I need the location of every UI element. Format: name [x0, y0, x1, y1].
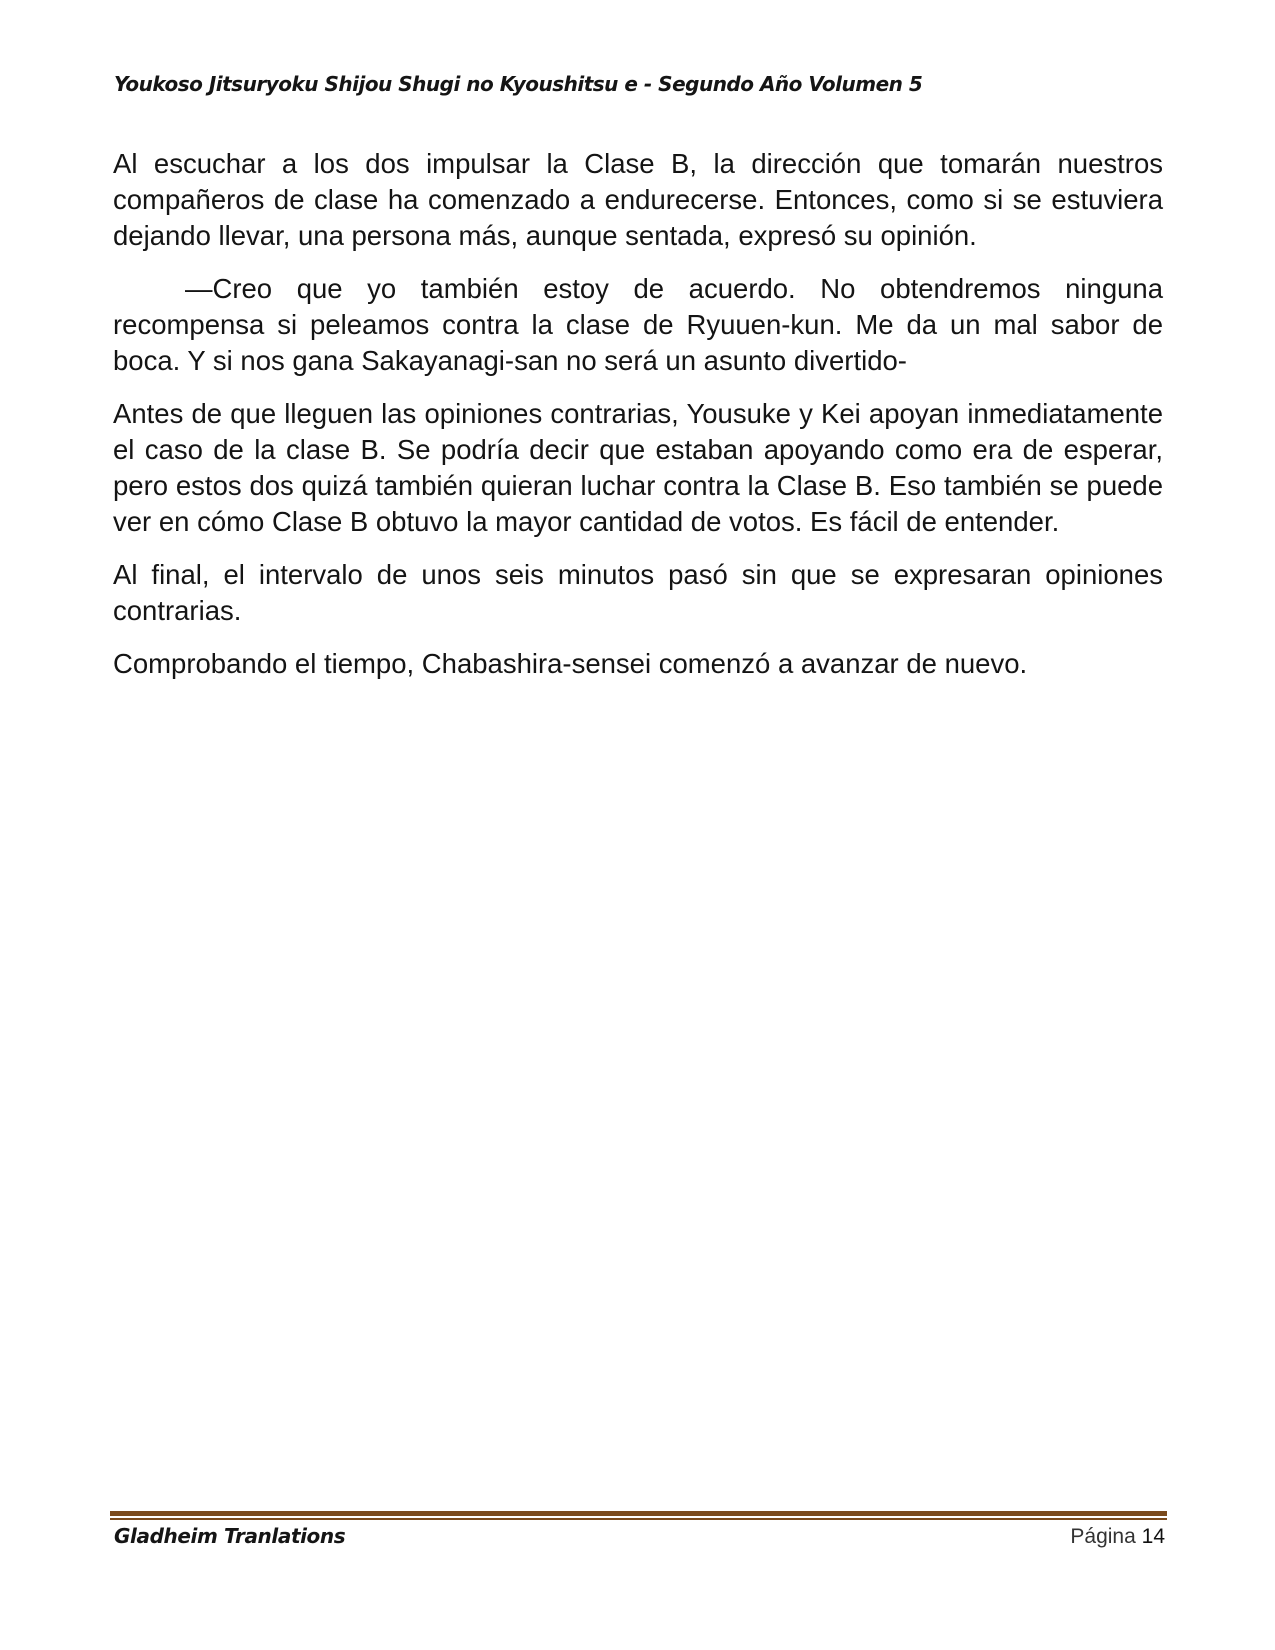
paragraph-2-dialogue: —Creo que yo también estoy de acuerdo. No obtendremos ninguna recompensa si peleamos contra la clase de Ryuuen-kun. Me da un mal sabor de boca. Y si nos gana Sakayanagi-san no será un asunto divertido-: [113, 273, 1163, 376]
body-text: [113, 146, 1163, 699]
paragraph-4: Al final, el intervalo de unos seis minutos pasó sin que se expresaran opiniones contrarias.: [113, 559, 1163, 626]
running-header-title: Youkoso Jitsuryoku Shijou Shugi no Kyoushitsu e - Segundo Año Volumen 5: [114, 72, 923, 96]
paragraph-5: Comprobando el tiempo, Chabashira-sensei comenzó a avanzar de nuevo.: [113, 648, 1028, 679]
page-label: Página: [1070, 1525, 1136, 1548]
paragraph-3: Antes de que lleguen las opiniones contrarias, Yousuke y Kei apoyan inmediatamente el caso de la clase B. Se podría decir que estaban apoyando como era de esperar, pero estos dos quizá también quieran luchar contra la Clase B. Eso también se puede ver en cómo Clase B obtuvo la mayor cantidad de votos. Es fácil de entender.: [113, 398, 1163, 537]
paragraph-1: Al escuchar a los dos impulsar la Clase B, la dirección que tomarán nuestros compañeros de clase ha comenzado a endurecerse. Entonces, como si se estuviera dejando llevar, una persona más, aunque sentada, expresó su opinión.: [113, 148, 1163, 251]
footer-page-number: [1070, 1525, 1165, 1549]
page-number: 14: [1141, 1525, 1165, 1548]
footer-publisher: Gladheim Tranlations: [114, 1524, 346, 1548]
